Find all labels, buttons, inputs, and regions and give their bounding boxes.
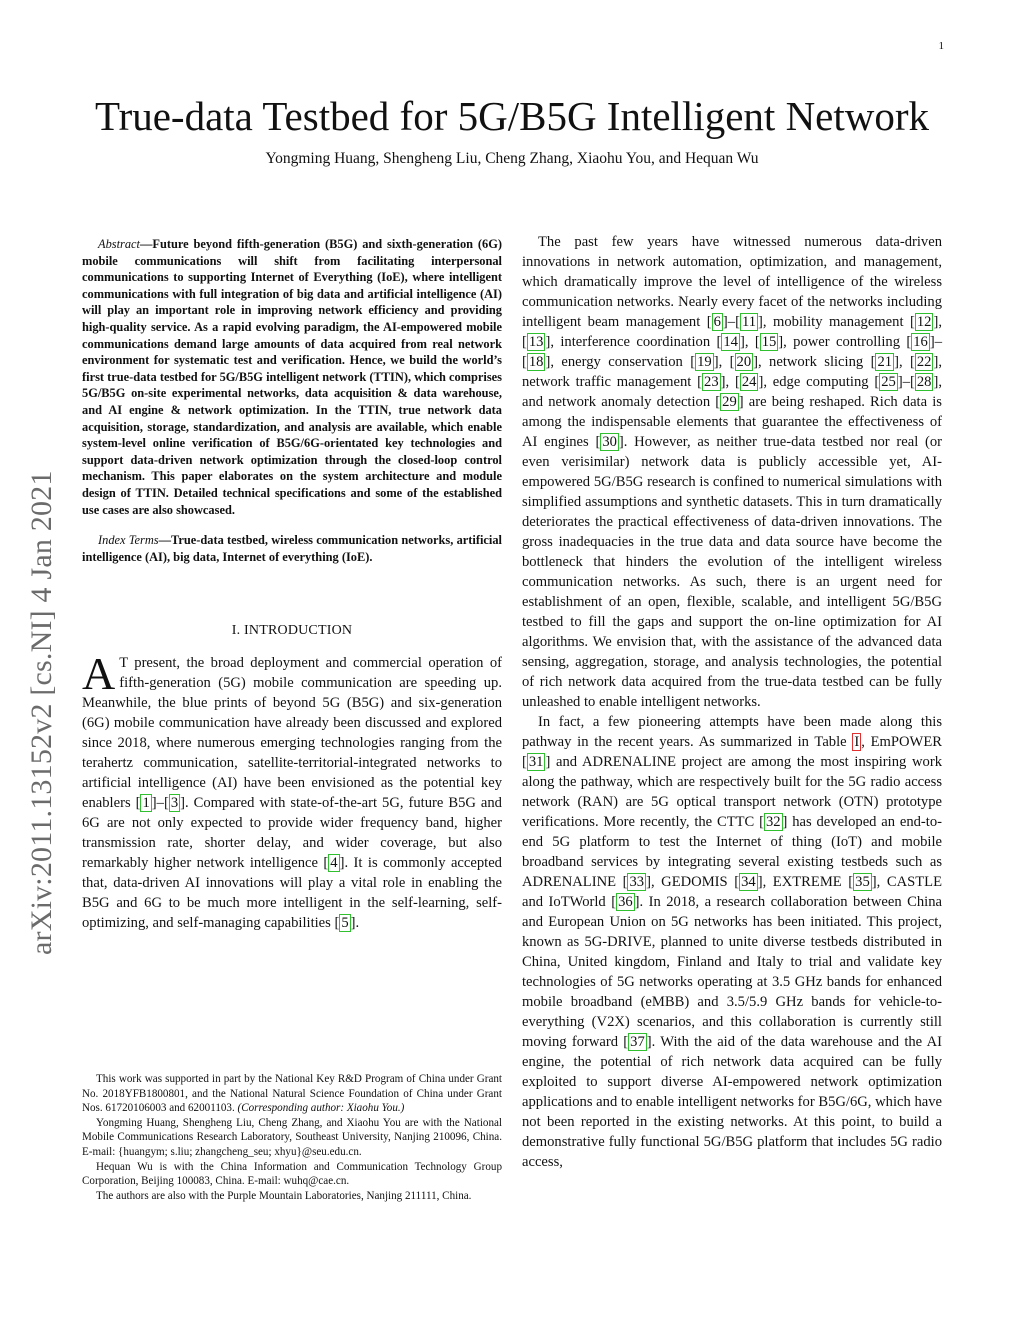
left-column — [82, 236, 502, 933]
author-list: Yongming Huang, Shengheng Liu, Cheng Zhang, Xiaohu You, and Hequan Wu — [265, 150, 759, 167]
index-terms — [82, 532, 502, 565]
intro-text: . It is commonly accepted that, data-driven AI innovations will play a vital role in enabling the B5G and 6G to be much more intelligent in the self-learning, self-optimizing, and self-managing capabilities — [82, 855, 502, 932]
citation-link[interactable]: 23 — [704, 374, 719, 390]
intro-text: T present, the broad deployment and commercial operation of fifth-generation (5G) mobile communication are speeding up. Meanwhile, the blue prints of beyond 5G (B5G) and six-generation (6G) mobile communication have already been discussed and explored since 2018, where numerous emerging technologies ranging from the terahertz communication, satellite-territorial-integrated networks to artificial intelligence (AI) have been envisioned as the potential key enablers — [82, 655, 502, 812]
page-number: 1 — [938, 40, 944, 52]
body-text: – — [727, 314, 736, 330]
body-text: , power controlling — [783, 334, 907, 350]
drop-cap: A — [82, 648, 116, 700]
index-terms-body: —True-data testbed, wireless communication networks, artificial intelligence (AI), big data, Internet of everything (IoE). — [82, 533, 502, 564]
footnote-corresponding: (Corresponding author: Xiaohu You.) — [237, 1102, 405, 1115]
citation-link[interactable]: 3 — [170, 795, 179, 812]
footnote-funding — [82, 1072, 502, 1116]
body-text: , — [718, 354, 730, 370]
body-text: The past few years have witnessed numerous data-driven innovations in network automation, optimization, and management, which dramatically improve the level of intelligence of the wireless communication networks. Nearly every facet of the networks including intelligent beam management — [522, 234, 942, 330]
section-title-rest: NTRODUCTION — [248, 623, 353, 639]
body-text: , — [898, 354, 910, 370]
footnote-affiliation: Yongming Huang, Shengheng Liu, Cheng Zhang, and Xiaohu You are with the National Mobile Communications Research Laboratory, Southeast University, Nanjing 210096, China. E-mail: {huangym; s.liu; zhangcheng_seu; xhyu}@seu.edu.cn. — [82, 1116, 502, 1158]
body-text: , EmPOWER — [861, 734, 942, 750]
body-text: , — [744, 334, 755, 350]
body-text: has developed an end-to-end 5G platform to test the Internet of thing (IoT) and mobile broadband services by integrating several existing testbeds such as ADRENALINE — [522, 814, 943, 890]
citation-link[interactable]: 25 — [881, 374, 896, 390]
table-reference-link[interactable]: I — [854, 734, 860, 750]
intro-paragraph: A T present, the broad deployment and commercial operation of fifth-generation (5G) mobile communication are speeding up. Meanwhile, the blue prints of beyond 5G (B5G) and six-generation (6G) mobile communication have already been discussed and explored since 2018, where numerous emerging technologies ranging from the terahertz communication, satellite-territorial-integrated networks to artificial intelligence (AI) have been envisioned as the potential key enablers [ 1 ]–[ 3 ]. Compared with state-of-the-art 5G, future B5G and 6G are not only expected to provide wider frequency band, higher transmission rate, shorter delay, and wider coverage, but also remarkably higher network intelligence [ 4 ]. It is commonly accepted that, data-driven AI innovations will play a vital role in enabling the B5G and 6G to be much more intelligent in the self-learning, self-optimizing, and self-managing capabilities [ 5 ]. — [82, 648, 502, 932]
body-text: – — [902, 374, 910, 390]
body-text: are being reshaped. Rich data is among the indispensable elements that guarantee the effectiveness of AI engines — [522, 394, 942, 450]
body-text: , edge computing — [763, 374, 875, 390]
section-number: I. — [231, 623, 241, 639]
body-text: , — [725, 374, 735, 390]
body-text: and ADRENALINE project are among the most inspiring work along the pathway, which are respectively built for the 5G radio access network (RAN) are 5G optical transport network (OTN) prototype verifications. More recently, the CTTC — [522, 754, 942, 830]
body-text: , interference coordination — [550, 334, 717, 350]
citation-link[interactable]: 22 — [916, 354, 932, 370]
footnotes — [82, 1072, 502, 1203]
arxiv-stamp-text: arXiv:2011.13152v2 [cs.NI] 4 Jan 2021 — [25, 470, 58, 955]
body-text: , and network anomaly detection — [522, 374, 942, 410]
paper-title: True-data Testbed for 5G/B5G Intelligent Network — [94, 93, 930, 139]
body-text: , CASTLE and IoTWorld — [522, 874, 942, 910]
citation-link[interactable]: 14 — [723, 334, 738, 350]
index-terms-label: Index Terms — [98, 533, 159, 548]
body-paragraph: In fact, a few pioneering attempts have been made along this pathway in the recent years. As summarized in Table I , EmPOWER [ 31 ] and ADRENALINE project are among the most inspiring work along the pathway, which are respectively built for the 5G radio access network (RAN) are 5G optical transport network (OTN) prototype verifications. More recently, the CTTC [ 32 ] has developed an end-to-end 5G platform to test the Internet of thing (IoT) and mobile broadband services by integrating several existing testbeds such as ADRENALINE [ 33 ], GEDOMIS [ 34 ], EXTREME [ 35 ], CASTLE and IoTWorld [ 36 ]. In 2018, a research collaboration between China and European Union on 5G networks has been initiated. This project, known as 5G-DRIVE, planned to unite diverse testbeds distributed in China, United kingdom, Finland and Italy to trial and validate key technologies of 5G networks operating at 3.5 GHz bands for enhanced mobile broadband (eMBB) and 3.5/5.9 GHz bands for vehicle-to-everything (V2X) scenarios, and this collaboration is currently still moving forward [ 37 ]. With the aid of the data warehouse and the AI engine, the potential of rich network data acquired can be fully exploited to support diverse AI-empowered network optimization applications and to enable intelligent networks for B5G/6G, which have not been reported in the existing networks. At this point, to build a demonstrative fully functional 5G/B5G platform that includes 5G radio access, — [522, 714, 943, 1170]
citation-link[interactable]: 34 — [741, 874, 756, 890]
body-text: , mobility management — [762, 314, 910, 330]
citation-link[interactable]: 11 — [741, 314, 757, 330]
citation-link[interactable]: 12 — [916, 314, 932, 330]
section-first-letter: I — [244, 623, 249, 639]
body-paragraph: The past few years have witnessed numerous data-driven innovations in network automation, optimization, and management, which dramatically improve the level of intelligence of the wireless communication networks. Nearly every facet of the networks including intelligent beam management [ 6 ]–[ 11 ], mobility management [ 12 ], [ 13 ], interference coordination [ 14 ], [ 15 ], power controlling [ 16 ]–[ 18 ], energy conservation [ 19 ], [ 20 ], network slicing [ 21 ], [ 22 ], network traffic management [ 23 ], [ 24 ], edge computing [ 25 ]–[ 28 ], and network anomaly detection [ 29 ] are being reshaped. Rich data is among the indispensable elements that guarantee the effectiveness of AI engines [ 30 ]. However, as neither true-data testbed nor real (or even verisimilar) network data is publicly accessible yet, AI-empowered 5G/B5G research is confined to numerical simulations with simplified assumptions and synthetic datasets. This in turn dramatically deteriorates the practical effectiveness of data-driven innovations. The gross inadequacies in the true data and data source have become the bottleneck that hinders the evolution of the intelligent wireless communication networks. As such, there is an urgent need for establishment of an open, flexible, scalable, and intelligent 5G/B5G testbed to fill the gaps and support the on-line optimization for AI algorithms. We envision that, with the assistance of the advanced data sensing, aggregation, storage, and analysis technologies, the potential of rich network data acquired from the true-data testbed can be fully unleashed to enable intelligent networks. — [522, 234, 942, 710]
citation-link[interactable]: 19 — [697, 354, 712, 370]
abstract — [82, 236, 502, 518]
body-text: . With the aid of the data warehouse and the AI engine, the potential of rich network data acquired can be fully exploited to support diverse AI-empowered network optimization applications and to enable intelligent networks for B5G/6G, which have not been reported in the existing networks. At this point, to build a demonstrative fully functional 5G/B5G platform that includes 5G radio access, — [522, 1034, 942, 1170]
citation-link[interactable]: 5 — [341, 915, 349, 932]
body-text: , network slicing — [757, 354, 871, 370]
citation-link[interactable]: 18 — [528, 354, 544, 370]
body-text: , GEDOMIS — [650, 874, 735, 890]
citation-link[interactable]: 28 — [916, 374, 932, 390]
footnote-funding-text: This work was supported in part by the National Key R&D Program of China under Grant No. 2018YFB1800801, and the National Natural Science Foundation of China under Grant Nos. 61720106003 and 62001103. — [82, 1073, 502, 1115]
section-heading — [82, 623, 502, 639]
citation-link[interactable]: 33 — [629, 874, 645, 890]
citation-link[interactable]: 1 — [142, 795, 150, 812]
abstract-label: Abstract — [98, 237, 140, 251]
citation-link[interactable]: 36 — [618, 894, 633, 910]
citation-link[interactable]: 15 — [761, 334, 777, 350]
body-text: , network traffic management — [522, 354, 942, 390]
footnote-affiliation: The authors are also with the Purple Mountain Laboratories, Nanjing 211111, China. — [96, 1189, 472, 1202]
right-column — [522, 232, 942, 1172]
intro-text: – — [156, 795, 164, 812]
citation-link[interactable]: 6 — [713, 314, 721, 330]
citation-link[interactable]: 13 — [528, 334, 544, 350]
citation-link[interactable]: 20 — [736, 354, 752, 370]
intro-text: . — [355, 915, 360, 932]
body-text: , EXTREME — [762, 874, 849, 890]
body-text: . In 2018, a research collaboration between China and European Union on 5G networks has been initiated. This project, known as 5G-DRIVE, planned to unite diverse testbeds distributed in China, United kingdom, Finland and Italy to trial and validate key technologies of 5G networks operating at 3.5 GHz bands for enhanced mobile broadband (eMBB) and 3.5/5.9 GHz bands for vehicle-to-everything (V2X) scenarios, and this collaboration is currently still moving forward — [522, 894, 942, 1050]
body-text: – — [934, 334, 942, 350]
citation-link[interactable]: 21 — [877, 354, 893, 370]
body-text: . However, as neither true-data testbed nor real (or even verisimilar) network data is publicly accessible yet, AI-empowered 5G/B5G research is confined to numerical simulations with simplified assumptions and synthetic datasets. This in turn dramatically deteriorates the practical effectiveness of data-driven innovations. The gross inadequacies in the true data and data source have become the bottleneck that hinders the evolution of the intelligent wireless communication networks. As such, there is an urgent need for establishment of an open, flexible, scalable, and intelligent 5G/B5G testbed to fill the gaps and support the on-line optimization for AI algorithms. We envision that, with the assistance of the advanced data sensing, aggregation, storage, and analysis technologies, the potential of rich network data acquired from the true-data testbed can be fully unleashed to enable intelligent networks. — [522, 434, 942, 710]
citation-link[interactable]: 16 — [913, 334, 928, 350]
body-text: , — [938, 314, 942, 330]
footnote-affiliation: Hequan Wu is with the China Information and Communication Technology Group Corporation, Beijing 100083, China. E-mail: wuhq@cae.cn. — [82, 1160, 502, 1188]
citation-link[interactable]: 30 — [602, 434, 617, 450]
body-text: In fact, a few pioneering attempts have been made along this pathway in the recent years. As summarized in Table — [522, 714, 942, 750]
body-text: , energy conservation — [550, 354, 691, 370]
citation-link[interactable]: 4 — [330, 855, 338, 872]
intro-text: . Compared with state-of-the-art 5G, future B5G and 6G are not only expected to provide wider frequency band, higher transmission rate, shorter delay, and wider coverage, but also remarkably higher network intelligence — [82, 795, 502, 872]
citation-link[interactable]: 32 — [765, 814, 781, 830]
citation-link[interactable]: 31 — [528, 754, 544, 770]
citation-link[interactable]: 29 — [722, 394, 737, 410]
abstract-body: —Future beyond fifth-generation (B5G) and sixth-generation (6G) mobile communications will shift from facilitating interpersonal communications to supporting Internet of Everything (IoE), where intelligent communications with full integration of big data and artificial intelligence (AI) will play an important role in improving network efficiency and providing high-quality service. As a rapid evolving paradigm, the AI-empowered mobile communications demand large amounts of data acquired from real network environment for systematic test and verification. Hence, we build the world’s first true-data testbed for 5G/B5G intelligent network (TTIN), which comprises 5G/B5G on-site experimental networks, data acquisition & data warehouse, and AI engine & network optimization. In the TTIN, true network data acquisition, storage, standardization, and analysis are available, which enable system-level online verification of B5G/6G-orientated key technologies and support data-driven network optimization through the closed-loop control mechanism. This paper elaborates on the system architecture and module design of TTIN. Detailed technical specifications and some of the established use cases are also showcased. — [82, 237, 502, 517]
citation-link[interactable]: 37 — [630, 1034, 645, 1050]
citation-link[interactable]: 24 — [741, 374, 757, 390]
citation-link[interactable]: 35 — [855, 874, 870, 890]
